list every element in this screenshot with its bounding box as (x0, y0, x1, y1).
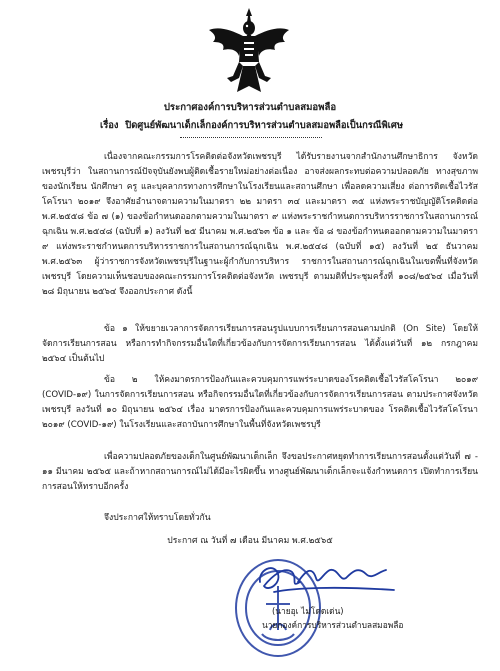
paragraph-2-text: ข้อ ๑ ให้ขยายเวลาการจัดการเรียนการสอนรูปแบบการเรียนการสอนตามปกติ (On Site) โดยให้จัดการเรียนการสอน หรือการทำกิจกรรมอื่นใดที่เกี่ยวข้องกับการจัดการเรียนการสอน ได้ตั้งแต่วันที่ ๑๒ กรกฎาคม ๒๕๖๔ เป็นต้นไป (42, 324, 478, 364)
announcement-title: ประกาศองค์การบริหารส่วนตำบลสมอพลือ (163, 102, 337, 113)
paragraph-1 (42, 150, 478, 300)
closing-text: จึงประกาศให้ทราบโดยทั่วกัน (104, 513, 211, 523)
signatory-position: นายกองค์การบริหารส่วนตำบลสมอพลือ (262, 620, 404, 630)
dotted-divider (180, 137, 322, 138)
paragraph-4-text: เพื่อความปลอดภัยของเด็กในศูนย์พัฒนาเด็กเล็ก จึงขอประกาศหยุดทำการเรียนการสอนตั้งแต่วันที่ ๗ - ๑๑ มีนาคม ๒๕๖๕ และถ้าหากสถานการณ์ไม่ได้มีอะไรผิดขึ้น ทางศูนย์พัฒนาเด็กเล็กจะแจ้งกำหนดการ เปิดทำการเรียนการสอนให้ทราบอีกครั้ง (42, 452, 478, 492)
subject-line (100, 118, 403, 133)
subject-label: เรื่อง (100, 120, 119, 131)
signatory-name: (นายอุเ ไม่โดดเด่น) (272, 606, 344, 616)
paragraph-2 (42, 322, 478, 367)
paragraph-4 (42, 450, 478, 495)
date-line: ประกาศ ณ วันที่ ๗ เดือน มีนาคม พ.ศ.๒๕๖๕ (167, 536, 333, 546)
paragraph-1-text: เนื่องจากคณะกรรมการโรคติดต่อจังหวัดเพชรบุรี ได้รับรายงานจากสำนักงานศึกษาธิการ จังหวัดเพชรบุรีว่า ในสถานการณ์ปัจจุบันยังพบผู้ติดเชื้อรายใหม่อย่างต่อเนื่อง อาจส่งผลกระทบต่อความปลอดภัย ทางสุขภาพของนักเรียน นักศึกษา ครู และบุคลากรทางการศึกษาในโรงเรียนและสถานศึกษา เพื่อลดความเสี่ยง ต่อการติดเชื้อไวรัสโคโรนา ๒๐๑๙ จึงอาศัยอำนาจตามความในมาตรา ๒๒ มาตรา ๓๔ และมาตรา ๓๕ แห่งพระราชบัญญัติโรคติดต่อ พ.ศ.๒๕๕๘ ข้อ ๗ (๑) ของข้อกำหนดออกตามความในมาตรา ๙ แห่งพระราชกำหนดการบริหารราชการในสถานการณ์ฉุกเฉิน พ.ศ.๒๕๔๘ (ฉบับที่ ๑) ลงวันที่ ๒๕ มีนาคม พ.ศ.๒๕๖๓ ข้อ ๑ และ ข้อ ๘ ของข้อกำหนดออกตามความในมาตรา ๙ แห่งพระราชกำหนดการบริหารราชการในสถานการณ์ฉุกเฉิน พ.ศ.๒๕๔๘ (ฉบับที่ ๑๕) ลงวันที่ ๒๕ ธันวาคม พ.ศ.๒๕๖๓ ผู้ว่าราชการจังหวัดเพชรบุรีในฐานะผู้กำกับการบริหาร ราชการในสถานการณ์ฉุกเฉินในเขตพื้นที่จังหวัดเพชรบุรี โดยความเห็นชอบของคณะกรรมการโรคติดต่อจังหวัด เพชรบุรี ตามมติที่ประชุมครั้งที่ ๑๐๘/๒๕๖๔ เมื่อวันที่ ๒๘ มิถุนายน ๒๕๖๔ จึงออกประกาศ ดังนี้ (42, 152, 478, 297)
subject-text: ปิดศูนย์พัฒนาเด็กเล็กองค์การบริหารส่วนตำบลสมอพลือเป็นกรณีพิเศษ (125, 120, 404, 131)
garuda-emblem-icon (205, 6, 293, 96)
paragraph-3-text: ข้อ ๒ ให้คงมาตรการป้องกันและควบคุมการแพร่ระบาดของโรคติดเชื้อไวรัสโคโรนา ๒๐๑๙ (COVID-๑๙) ในการจัดการเรียนการสอน หรือกิจกรรมอื่นใดที่เกี่ยวข้องกับการจัดการเรียนการสอน ตามประกาศจังหวัดเพชรบุรี ลงวันที่ ๑๐ มิถุนายน ๒๕๖๔ เรื่อง มาตรการป้องกันและควบคุมการแพร่ระบาดของ โรคติดเชื้อไวรัสโคโรนา ๒๐๑๙ (COVID-๑๙) ในโรงเรียนและสถาบันการศึกษาในพื้นที่จังหวัดเพชรบุรี (42, 375, 478, 430)
paragraph-3 (42, 373, 478, 433)
handwritten-signature-icon (254, 552, 404, 604)
